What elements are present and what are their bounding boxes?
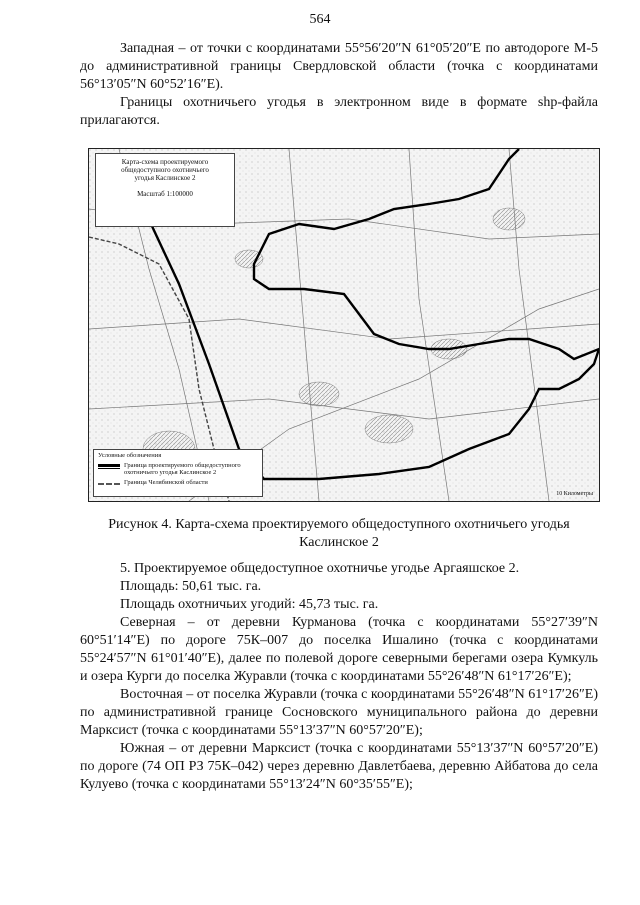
paragraph: Северная – от деревни Курманова (точка с координатами 55°27′39″N 60°51′14″E) по дороге 75К–007 до поселка Ишалино (точка с координатами 55°24′57″N 61°01′40″E), далее по полевой дороге северными берегами озера Кумкуль и озера Курги до поселка Журавли (точка с координатами 55°26′48″N 61°17′26″E); [80,615,598,684]
paragraph: Площадь охотничьих угодий: 45,73 тыс. га. [120,597,379,612]
text-block-bottom [80,560,598,794]
figure-caption: Рисунок 4. Карта-схема проектируемого общедоступного охотничьего угодья Каслинское 2 [108,517,570,550]
legend-item-oblast [98,479,258,487]
text-block-top [80,40,598,130]
map-title-box [95,153,235,227]
legend-item-hunting-area [98,462,258,477]
map-title-line: угодья Каслинское 2 [134,174,196,182]
legend-label: Граница проектируемого общедоступного охотничьего угодья Каслинское 2 [124,461,241,476]
page-number: 564 [309,12,331,27]
legend-swatch-thick [98,464,120,469]
paragraph: Площадь: 50,61 тыс. га. [120,579,262,594]
map-legend [93,449,263,497]
paragraph: Южная – от деревни Марксист (точка с координатами 55°13′37″N 60°57′20″E) по дороге (74 ОП РЗ 75К–042) через деревню Давлетбаева, деревню Айбатова до села Кулуево (точка с координатами 55°13′24″N 60°35′55″E); [80,741,598,792]
map-title-line: Карта-схема проектируемого [121,158,209,166]
paragraph: Восточная – от поселка Журавли (точка с координатами 55°26′48″N 61°17′26″E) по административной границе Сосновского муниципального района до деревни Марксист (точка с координатами 55°13′37″N 60°57′20″E); [80,687,598,738]
legend-label: Граница Челябинской области [124,478,208,486]
legend-swatch-dashed [98,483,120,485]
map-scale: Масштаб 1:100000 [137,190,193,198]
legend-title: Условные обозначения [98,452,162,459]
paragraph: Границы охотничьего угодья в электронном виде в формате shp-файла прилагаются. [80,95,598,128]
map-scalebar: 10 Километры [556,491,593,497]
paragraph: Западная – от точки с координатами 55°56′20″N 61°05′20″E по автодороге М-5 до административной границы Свердловской области (точка с координатами 56°13′05″N 60°52′16″E). [80,41,598,92]
map-title-line: общедоступного охотничьего [121,166,209,174]
map-figure [88,148,600,502]
paragraph: 5. Проектируемое общедоступное охотничье угодье Аргаяшское 2. [120,561,520,576]
